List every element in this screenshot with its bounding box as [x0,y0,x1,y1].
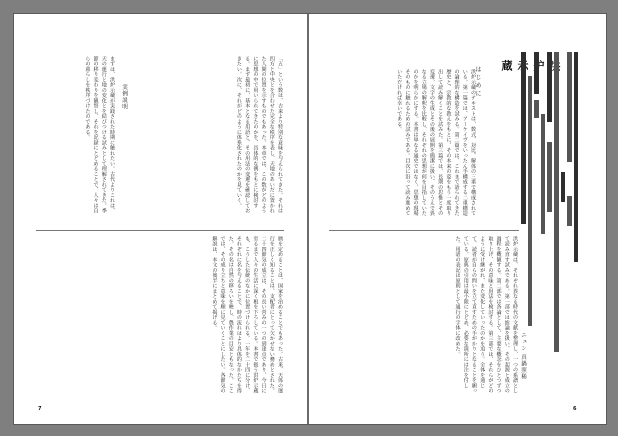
title-bar-8 [554,52,559,352]
book-spread [13,13,607,425]
left-page-number: 7 [38,406,42,412]
left-lower-text: 暦を定めることは、国家を治めることでもあった。古来、天体の運行を正しく知ることは、支配者にとって欠かせない務めとされた。二十四節気の成立は、その長い営みの一つの到達点であり、今日に至るまで人々の生活に深く根を下ろしている。本書で扱う洪炉示蔵も、こうした伝統のなかに位置づけられる。一年を二十四に分け、それぞれに名を与えることで、時の流れはより具体的なかたちを得た。その名は自然の移ろいを映し、農作業の目安ともなった。ここでは、その成り立ちと意味を順に見ていくことにしたい。各節気の解説は、本文の後半にまとめて掲げる。 [211,236,283,394]
title-bar-12 [574,52,578,262]
left-upper-text-2: まずは、洪炉示蔵が実践された時期に触れたい。古代よりこれは、天の運行と地の変化とを結びつける試みとして理解されてきた。季節の移り変わりを観察し、それを記録にとどめることで、人々は自らの暮らしを秩序づけたのである。 [84,56,115,214]
title-bar-11 [567,196,572,226]
right-lower-text: 洪炉示蔵は、それぞれ異なる時代の文献を整理し、一つの系譜として読み直す試みである。第一部では総論を扱い、その起源と成立の過程を概観する。第二部では各論として、主要な概念をひとつずつ取り上げ、その意味と用法を検討する。第三部では、それらがどのように受け継がれ、また変化していったのかを追う。全体を通じて、読者が自らの問いを立て直すための手がかりとなることを願っている。原典の引用は最小限にとどめ、必要な箇所には注を付した。用語の表記は原則として通行の字体に改めた。 [454,236,518,394]
left-page [14,14,307,424]
left-divider [36,230,284,231]
chapter-subtitle: はじめに [474,66,481,98]
title-bar-1 [521,52,526,224]
title-bar-6 [547,52,552,122]
right-upper-text: 洪炉示蔵のテキストは、数式、対比、解体の三重で構成されている。第一篇では、アーケイヴをいったん手構成する二重構造の論理的な構造を試みる。第二篇では、これまで語られてきた歴史と、宗教的な教えをもとに、その本来の姿をもう一度取り出して読み解くことを試みた。第三篇では、長期の思惟とその変遷、文字の生成とその後の展開を簡潔に扱い、そのうえで異なる立場の解釈を比較し、それぞれの思想が何を目指していたのかを明らかにする。本書は単なる通史ではなく、思想の現場そのものに触れるための試みである。目次に沿って読み進めていただければ幸いである。 [396,69,476,216]
title-bar-4 [534,100,539,118]
title-bar-3 [534,52,539,94]
title-bar-2 [528,76,532,326]
title-bar-5 [541,114,545,234]
title-bar-9 [561,172,565,202]
title-bar-10 [567,52,572,162]
right-divider [329,230,519,231]
title-bar-7 [547,142,552,212]
author-name: ニュン 真鍋照稀 [520,332,526,381]
chapter-title: 蔵 [500,60,513,72]
left-heading: 実例説明 [121,84,127,111]
left-upper-text-1: 「五」という数は、古来より特別な意味を与えられてきた。それは四方と中央とを合わせた完全な秩序を表し、天地のあいだに置かれた人間の位置を示すものでもあった。本章では、この数がどのように思想の中で用いられてきたのかを、具体的な例をもとに検討する。まず最初に、基本となる用語と、その用法の変遷を確認しておきたい。次に、それがどのように体系化されたのかを見ていく。 [235,56,283,214]
right-page-number: 6 [573,406,577,412]
right-page [309,14,606,424]
